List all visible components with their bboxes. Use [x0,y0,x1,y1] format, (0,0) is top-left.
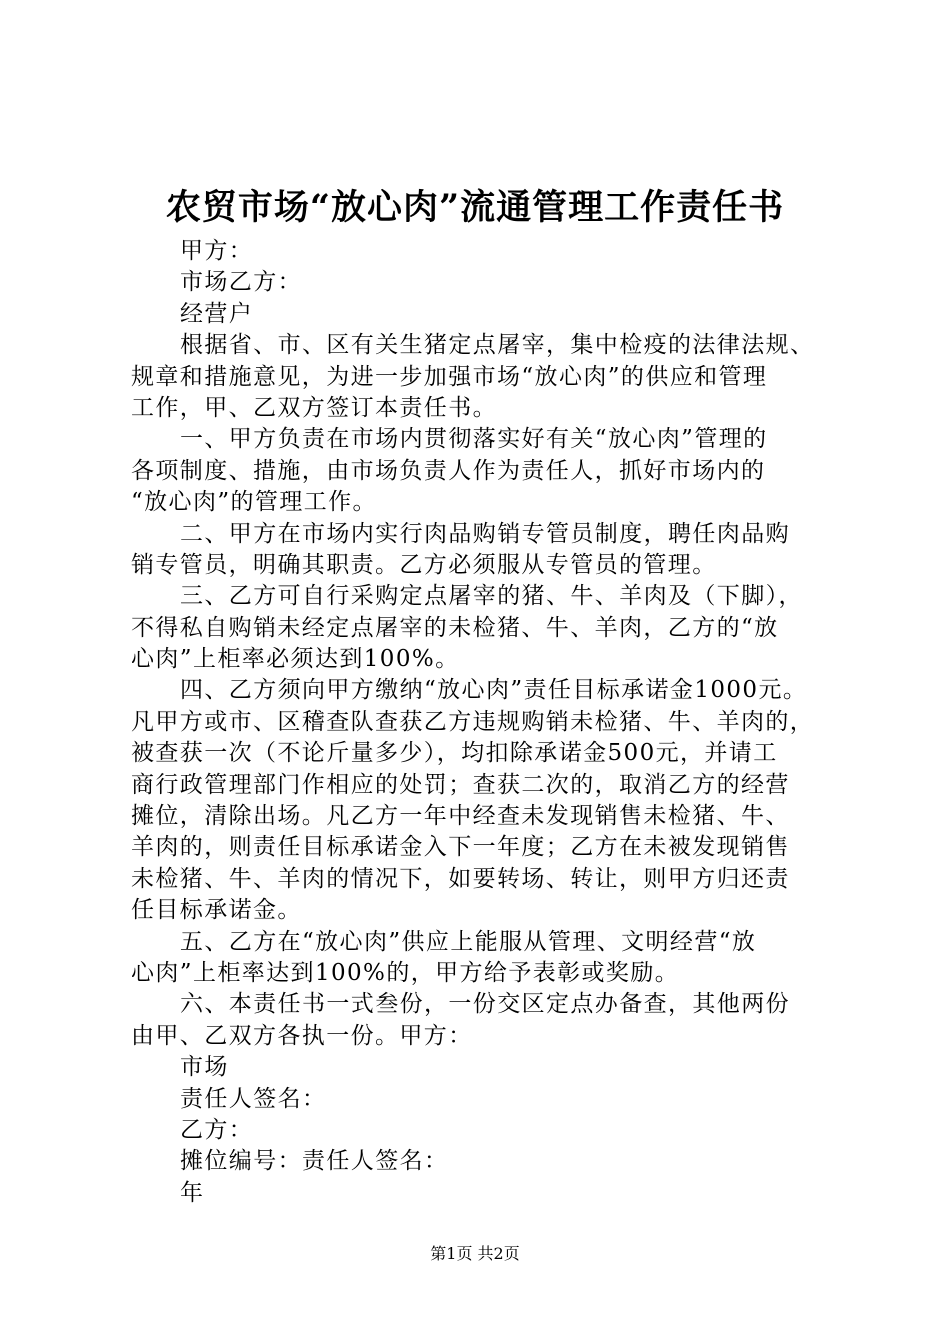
document-title: 农贸市场“放心肉”流通管理工作责任书 [165,187,785,228]
text-line: 三、乙方可自行采购定点屠宰的猪、牛、羊肉及（下脚）， [180,583,803,610]
text-line: 心肉”上柜率达到100%的，甲方给予表彰或奖励。 [131,959,680,986]
text-line: 凡甲方或市、区稽查队查获乙方违规购销未检猪、牛、羊肉的， [131,708,815,735]
text-line: 未检猪、牛、羊肉的情况下，如要转场、转让，则甲方归还责 [131,865,790,892]
text-line: 一、甲方负责在市场内贯彻落实好有关“放心肉”管理的 [180,426,768,453]
text-line: 被查获一次（不论斤量多少），均扣除承诺金500元，并请工 [131,740,778,767]
text-line: 商行政管理部门作相应的处罚；查获二次的，取消乙方的经营 [131,771,790,798]
text-line: 乙方： [180,1116,254,1143]
text-line: 年 [180,1179,205,1206]
text-line: 市场乙方： [180,269,302,296]
text-line: 由甲、乙双方各执一份。甲方： [131,1022,473,1049]
text-line: 羊肉的，则责任目标承诺金入下一年度；乙方在未被发现销售 [131,834,790,861]
text-line: 五、乙方在“放心肉”供应上能服从管理、文明经营“放 [180,928,757,955]
text-line: 市场 [180,1054,229,1081]
text-line: 销专管员，明确其职责。乙方必须服从专管员的管理。 [131,551,717,578]
text-line: 规章和措施意见，为进一步加强市场“放心肉”的供应和管理 [131,363,768,390]
text-line: 经营户 [180,300,254,327]
document-body [131,236,831,1209]
text-line: “放心肉”的管理工作。 [131,489,377,516]
text-line: 二、甲方在市场内实行肉品购销专管员制度，聘任肉品购 [180,520,790,547]
text-line: 摊位，清除出场。凡乙方一年中经查未发现销售未检猪、牛、 [131,803,790,830]
text-line: 四、乙方须向甲方缴纳“放心肉”责任目标承诺金1000元。 [180,677,808,704]
text-line: 任目标承诺金。 [131,897,302,924]
text-line: 不得私自购销未经定点屠宰的未检猪、牛、羊肉，乙方的“放 [131,614,779,641]
text-line: 甲方： [180,238,254,264]
text-line: 工作，甲、乙双方签订本责任书。 [131,394,497,421]
text-line: 心肉”上柜率必须达到100%。 [131,646,460,673]
text-line: 六、本责任书一式叁份，一份交区定点办备查，其他两份 [180,991,790,1018]
text-line: 责任人签名： [180,1085,327,1112]
text-line: 根据省、市、区有关生猪定点屠宰，集中检疫的法律法规、 [180,332,815,359]
text-line: 各项制度、措施，由市场负责人作为责任人，抓好市场内的 [131,457,766,484]
page-footer: 第1页 共2页 [430,1244,520,1263]
text-line: 摊位编号：责任人签名： [180,1148,449,1175]
